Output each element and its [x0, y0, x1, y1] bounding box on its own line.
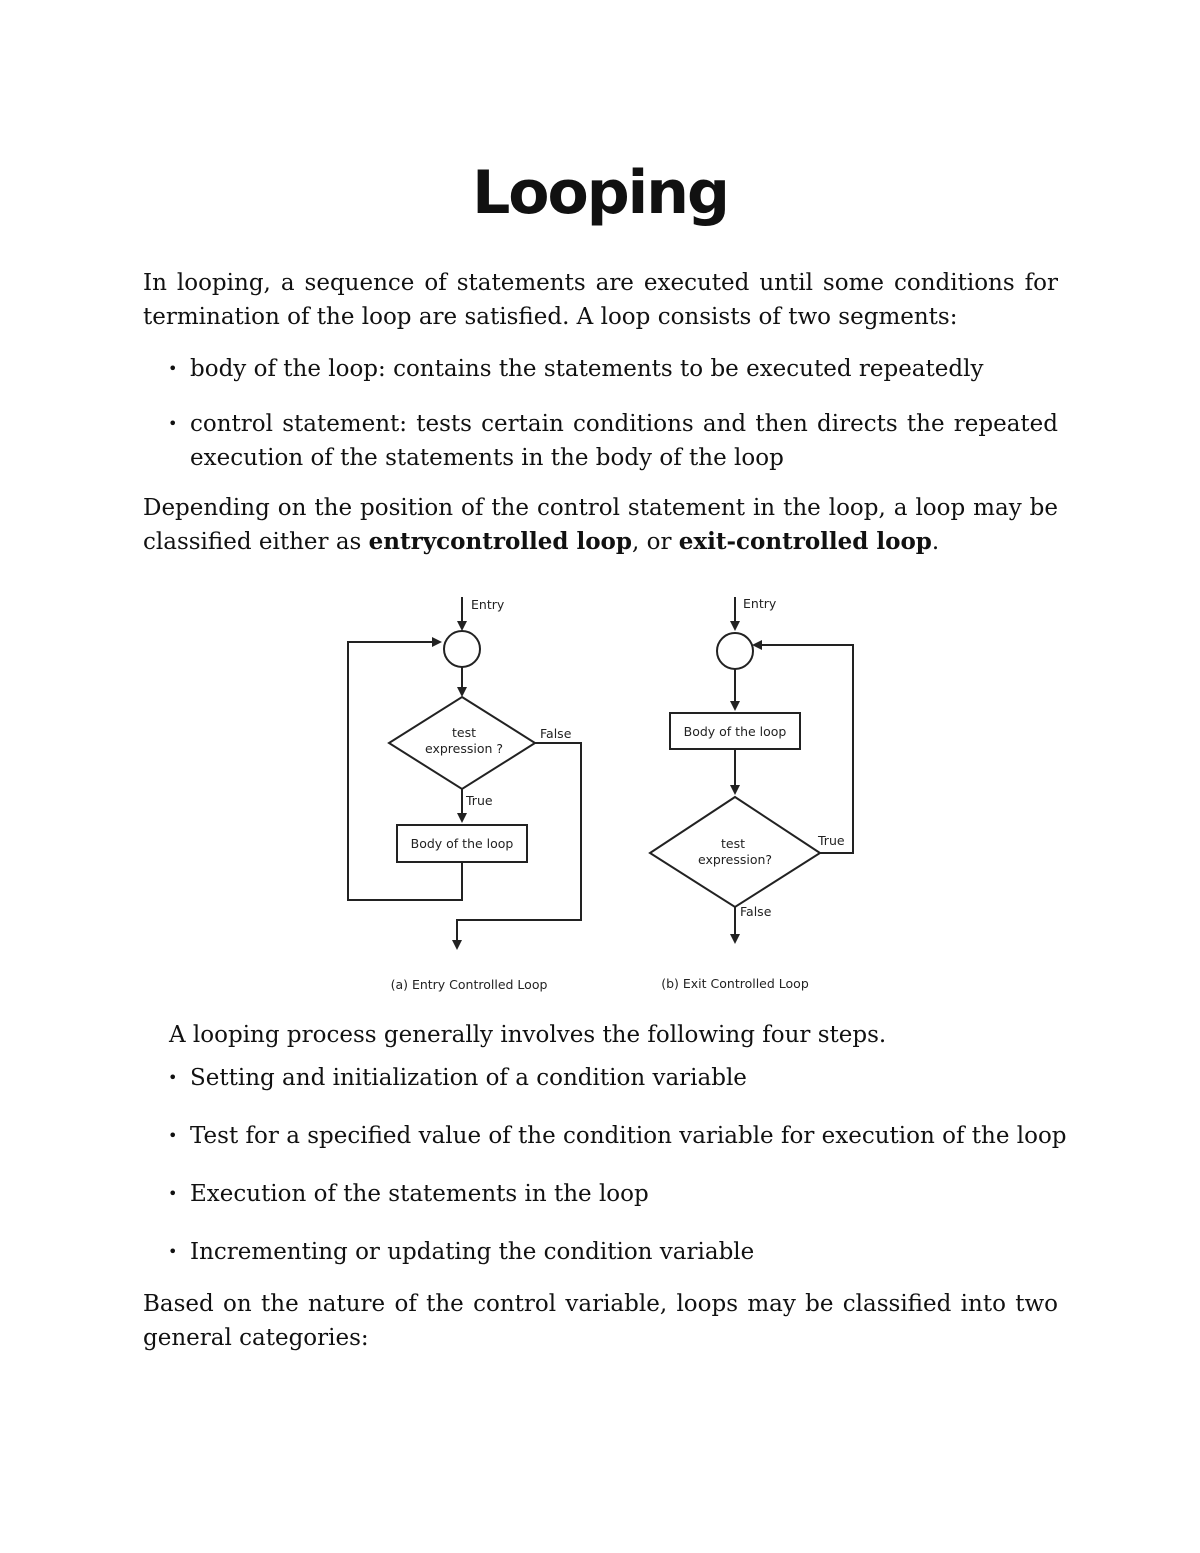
step-item: • Test for a specified value of the condition variable for execution of the loop	[190, 1119, 1058, 1153]
classification-text: Depending on the position of the control statement in the loop, a loop may be classified either as	[143, 495, 1058, 555]
closing-paragraph: Based on the nature of the control variable, loops may be classified into two general categories:	[143, 1291, 1058, 1351]
step-item: • Incrementing or updating the condition variable	[190, 1235, 1058, 1269]
test-label: expression?	[697, 852, 773, 867]
exit-controlled-term: exit-controlled loop	[678, 528, 932, 555]
classification-paragraph	[143, 491, 1058, 559]
entry-controlled-flowchart	[348, 597, 581, 948]
entry-label: Entry	[743, 596, 777, 611]
segment-item: • control statement: tests certain conditions and then directs the repeated execution of the statements in the body of the loop	[190, 407, 1058, 475]
test-label: expression ?	[424, 741, 504, 756]
intro-paragraph: In looping, a sequence of statements are executed until some conditions for termination of the loop are satisfied. A loop consists of two segments:	[143, 270, 1058, 330]
true-label: True	[466, 793, 493, 808]
entry-loop-caption: (a) Entry Controlled Loop	[390, 977, 548, 992]
false-label: False	[540, 726, 572, 741]
exit-controlled-flowchart	[650, 597, 853, 942]
false-label: False	[740, 904, 772, 919]
step-item: • Setting and initialization of a condition variable	[190, 1061, 1058, 1095]
junction-node	[444, 631, 480, 667]
step-item: • Execution of the statements in the loop	[190, 1177, 1058, 1211]
test-label: test	[451, 725, 477, 740]
segment-item: • body of the loop: contains the statements to be executed repeatedly	[190, 352, 1058, 386]
classification-text: .	[931, 529, 940, 555]
test-label: test	[720, 836, 746, 851]
exit-loop-caption: (b) Exit Controlled Loop	[661, 976, 809, 991]
loop-flowchart-diagram	[330, 585, 870, 1000]
classification-text: , or	[631, 529, 679, 555]
steps-intro: A looping process generally involves the following four steps.	[169, 1022, 887, 1048]
entry-label: Entry	[471, 597, 505, 612]
page-title: Looping	[472, 158, 728, 228]
true-label: True	[818, 833, 845, 848]
junction-node	[717, 633, 753, 669]
body-label: Body of the loop	[410, 836, 514, 851]
body-label: Body of the loop	[683, 724, 787, 739]
entry-controlled-term: entrycontrolled loop	[368, 528, 632, 555]
